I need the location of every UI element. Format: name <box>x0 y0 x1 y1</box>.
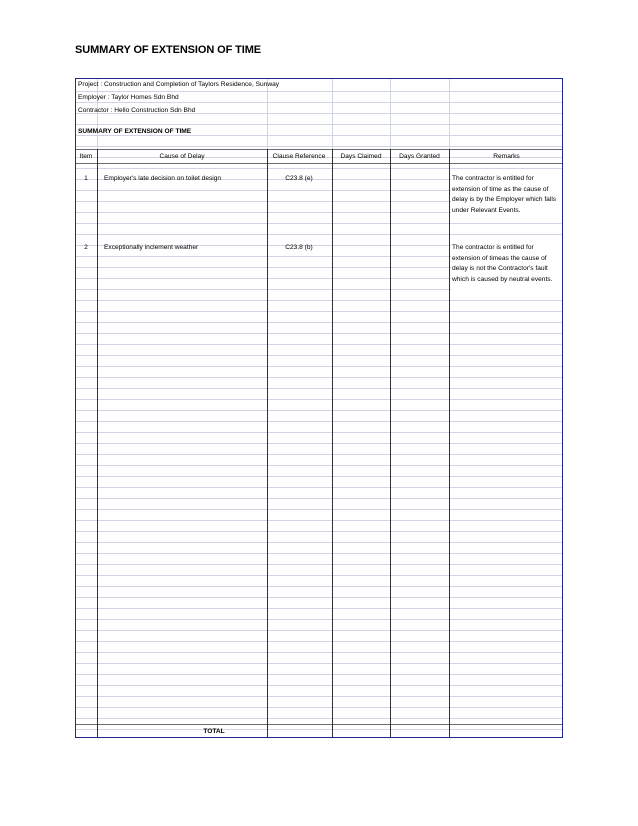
grid-row-line <box>76 696 562 697</box>
grid-row-line <box>76 674 562 675</box>
grid-col-line <box>390 79 391 149</box>
header-clause-reference: Clause Reference <box>272 153 326 160</box>
grid-row-line <box>76 465 562 466</box>
employer-line: Employer : Taylor Homes Sdn Bhd <box>78 94 179 101</box>
grid-row-line <box>76 355 562 356</box>
grid-row-line <box>76 553 562 554</box>
grid-row-line <box>76 311 562 312</box>
contractor-line: Contractor : Hello Construction Sdn Bhd <box>78 107 196 114</box>
grid-col-line <box>449 79 450 149</box>
grid-row-line <box>76 124 562 125</box>
table-column-border <box>449 149 450 738</box>
spreadsheet-area <box>75 78 563 738</box>
grid-row-line <box>76 146 562 147</box>
grid-row-line <box>76 641 562 642</box>
grid-row-line <box>76 542 562 543</box>
grid-row-line <box>76 509 562 510</box>
grid-row-line <box>76 630 562 631</box>
header-days-claimed: Days Claimed <box>340 153 382 160</box>
table-column-border <box>390 149 391 738</box>
row2-remarks: The contractor is entitled for extension of timeas the cause of delay is not the Contractor's fault which is caused by neutral events. <box>452 244 553 283</box>
grid-row-line <box>76 498 562 499</box>
grid-row-line <box>76 388 562 389</box>
grid-row-line <box>76 432 562 433</box>
header-cause-of-delay: Cause of Delay <box>159 153 205 160</box>
grid-row-line <box>76 300 562 301</box>
table-column-border <box>97 149 98 738</box>
row2-item: 2 <box>84 244 88 251</box>
project-line: Project : Construction and Completion of Taylors Residence, Sunway <box>78 81 280 88</box>
document-title: SUMMARY OF EXTENSION OF TIME <box>75 44 262 56</box>
grid-row-line <box>76 168 562 169</box>
row2-cause: Exceptionally inclement weather <box>104 244 199 251</box>
grid-row-line <box>76 520 562 521</box>
table-border-line <box>76 724 562 725</box>
grid-row-line <box>76 718 562 719</box>
grid-row-line <box>76 234 562 235</box>
grid-row-line <box>76 443 562 444</box>
grid-row-line <box>76 663 562 664</box>
grid-row-line <box>76 322 562 323</box>
grid-row-line <box>76 707 562 708</box>
grid-row-line <box>76 476 562 477</box>
header-days-granted: Days Granted <box>399 153 440 160</box>
grid-row-line <box>76 223 562 224</box>
grid-row-line <box>76 619 562 620</box>
row1-remarks: The contractor is entitled for extension of time as the cause of delay is by the Employer which falls under Relevant Events. <box>452 175 557 214</box>
grid-row-line <box>76 586 562 587</box>
grid-row-line <box>76 597 562 598</box>
header-item: Item <box>79 153 93 160</box>
grid-row-line <box>76 421 562 422</box>
grid-row-line <box>76 652 562 653</box>
grid-row-line <box>76 410 562 411</box>
grid-row-line <box>76 575 562 576</box>
table-column-border <box>332 149 333 738</box>
total-label: TOTAL <box>203 728 225 735</box>
table-column-border <box>267 149 268 738</box>
table-border-line <box>76 149 562 150</box>
row1-clause: C23.8 (e) <box>285 175 313 182</box>
section-title: SUMMARY OF EXTENSION OF TIME <box>78 128 192 135</box>
grid-col-line <box>332 79 333 149</box>
grid-row-line <box>76 531 562 532</box>
table-border-line <box>76 163 562 164</box>
grid-row-line <box>76 399 562 400</box>
grid-row-line <box>76 564 562 565</box>
grid-row-line <box>76 608 562 609</box>
grid-row-line <box>76 344 562 345</box>
grid-row-line <box>76 366 562 367</box>
grid-row-line <box>76 487 562 488</box>
grid-row-line <box>76 377 562 378</box>
grid-row-line <box>76 333 562 334</box>
row1-cause: Employer's late decision on toilet design <box>104 175 222 182</box>
grid-row-line <box>76 454 562 455</box>
row1-item: 1 <box>84 175 88 182</box>
grid-row-line <box>76 91 562 92</box>
row2-clause: C23.8 (b) <box>285 244 313 251</box>
header-remarks: Remarks <box>493 153 520 160</box>
grid-row-line <box>76 685 562 686</box>
